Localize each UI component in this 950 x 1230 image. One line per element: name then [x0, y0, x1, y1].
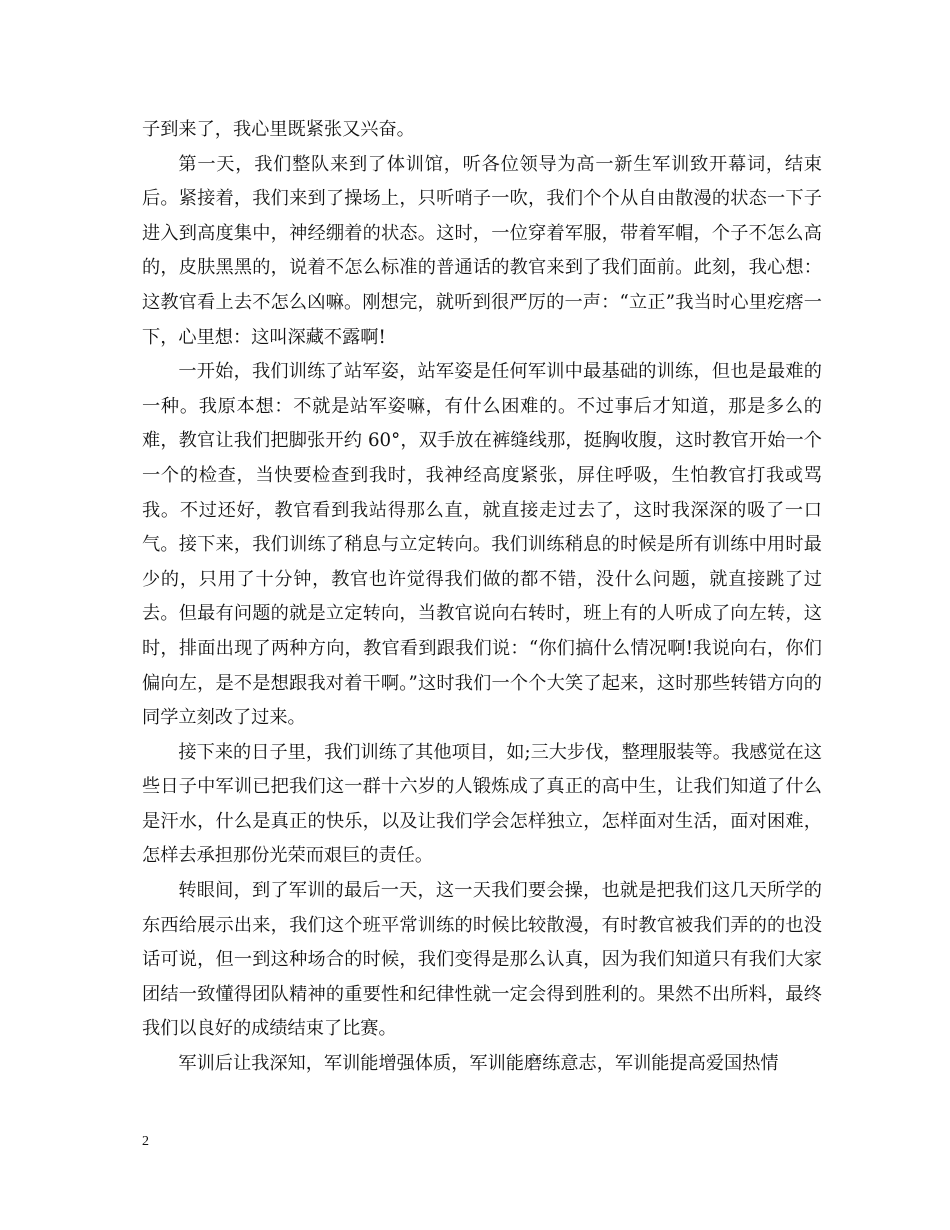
- paragraph-last-day: 转眼间，到了军训的最后一天，这一天我们要会操，也就是把我们这几天所学的东西给展示出来，我们这个班平常训练的时候比较散漫，有时教官被我们弄的的也没话可说，但一到这种场合的时候，我们变得是那么认真，因为我们知道只有我们大家团结一致懂得团队精神的重要性和纪律性就一定会得到胜利的。果然不出所料，最终我们以良好的成绩结束了比赛。: [142, 880, 822, 1040]
- paragraph-standing-drill: 一开始，我们训练了站军姿，站军姿是任何军训中最基础的训练，但也是最难的一种。我原本想：不就是站军姿嘛，有什么困难的。不过事后才知道，那是多么的难，教官让我们把脚张开约 60°，双手放在裤缝线那，挺胸收腹，这时教官开始一个一个的检查，当快要检查到我时，我神经高度紧张，屏住呼吸，生怕教官打我或骂我。不过还好，教官看到我站得那么直，就直接走过去了，这时我深深的吸了一口气。接下来，我们训练了稍息与立定转向。我们训练稍息的时候是所有训练中用时最少的，只用了十分钟，教官也许觉得我们做的都不错，没什么问题，就直接跳了过去。但最有问题的就是立定转向，当教官说向右转时，班上有的人听成了向左转，这时，排面出现了两种方向，教官看到跟我们说：“你们搞什么情况啊!我说向右，你们偏向左，是不是想跟我对着干啊。”这时我们一个个大笑了起来，这时那些转错方向的同学立刻改了过来。: [142, 361, 822, 729]
- essay-body: [142, 113, 822, 1082]
- paragraph-first-day: 第一天，我们整队来到了体训馆，听各位领导为高一新生军训致开幕词，结束后。紧接着，我们来到了操场上，只听哨子一吹，我们个个从自由散漫的状态一下子进入到高度集中，神经绷着的状态。这时，一位穿着军服，带着军帽，个子不怎么高的，皮肤黑黑的，说着不怎么标准的普通话的教官来到了我们面前。此刻，我心想：这教官看上去不怎么凶嘛。刚想完，就听到很严厉的一声：“立正”我当时心里疙瘩一下，心里想：这叫深藏不露啊!: [142, 153, 822, 348]
- paragraph-following-days: 接下来的日子里，我们训练了其他项目，如;三大步伐，整理服装等。我感觉在这些日子中军训已把我们这一群十六岁的人锻炼成了真正的高中生，让我们知道了什么是汗水，什么是真正的快乐，以及让我们学会怎样独立，怎样面对生活，面对困难，怎样去承担那份光荣而艰巨的责任。: [142, 741, 822, 867]
- paragraph-conclusion: 军训后让我深知，军训能增强体质，军训能磨练意志，军训能提高爱国热情: [178, 1053, 779, 1075]
- page-number: 2: [142, 1134, 149, 1149]
- paragraph-continuation: 子到来了，我心里既紧张又兴奋。: [142, 119, 415, 140]
